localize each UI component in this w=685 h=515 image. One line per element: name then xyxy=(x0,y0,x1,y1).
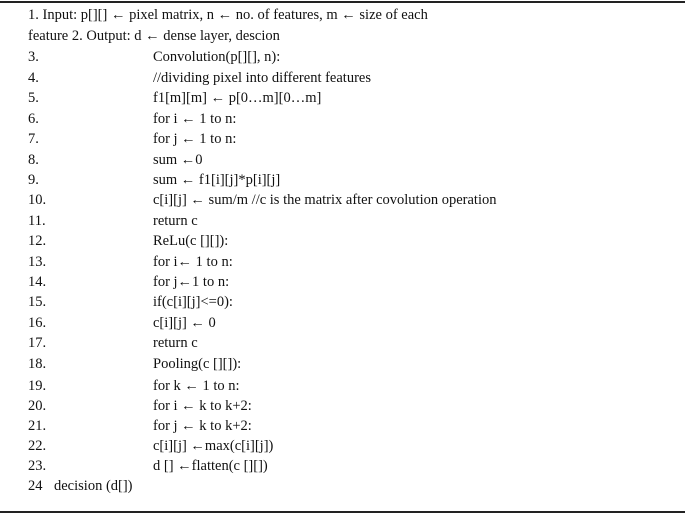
step-row xyxy=(0,252,685,272)
step-code: for i ← k to k+2: xyxy=(153,398,252,414)
step-number: 5. xyxy=(28,90,39,106)
step-code: for i ← 1 to n: xyxy=(153,111,237,127)
step-row xyxy=(0,109,685,129)
step-code: for j ← k to k+2: xyxy=(153,418,252,434)
step-row xyxy=(0,354,685,374)
step-code: c[i][j] ← sum/m //c is the matrix after covolution operation xyxy=(153,192,497,208)
step-code: Pooling(c [][]): xyxy=(153,356,242,372)
step-row xyxy=(0,129,685,149)
step-row xyxy=(0,68,685,88)
step-number: 10. xyxy=(28,192,47,208)
step-row xyxy=(0,313,685,333)
step-number: 12. xyxy=(28,233,47,249)
step-row xyxy=(0,88,685,108)
step-number: 7. xyxy=(28,131,39,147)
step-code: sum ←0 xyxy=(153,152,203,168)
bottom-rule xyxy=(0,511,685,513)
step-number: 16. xyxy=(28,315,47,331)
top-rule xyxy=(0,1,685,3)
step-row xyxy=(0,211,685,231)
step-number: 6. xyxy=(28,111,39,127)
step-code: for j←1 to n: xyxy=(153,274,230,290)
step-number: 3. xyxy=(28,49,39,65)
step-number: 24 xyxy=(28,478,43,494)
step-number: 4. xyxy=(28,70,39,86)
step-number: 8. xyxy=(28,152,39,168)
step-code: f1[m][m] ← p[0…m][0…m] xyxy=(153,90,322,106)
step-row xyxy=(0,436,685,456)
algorithm-header-line-2: feature 2. Output: d ← dense layer, descion xyxy=(28,28,280,44)
step-row xyxy=(0,272,685,292)
step-row xyxy=(0,150,685,170)
step-code: decision (d[]) xyxy=(54,478,133,494)
step-code: //dividing pixel into different features xyxy=(153,70,371,86)
step-code: d [] ←flatten(c [][]) xyxy=(153,458,268,474)
step-number: 21. xyxy=(28,418,47,434)
step-row-final xyxy=(0,476,685,496)
step-code: if(c[i][j]<=0): xyxy=(153,294,233,310)
step-number: 23. xyxy=(28,458,47,474)
step-number: 20. xyxy=(28,398,47,414)
step-row xyxy=(0,47,685,67)
step-number: 19. xyxy=(28,378,47,394)
step-code: for k ← 1 to n: xyxy=(153,378,240,394)
step-row xyxy=(0,456,685,476)
step-row xyxy=(0,170,685,190)
step-row xyxy=(0,231,685,251)
step-number: 22. xyxy=(28,438,47,454)
step-code: return c xyxy=(153,213,198,229)
step-row xyxy=(0,190,685,210)
step-code: for i← 1 to n: xyxy=(153,254,233,270)
step-number: 9. xyxy=(28,172,39,188)
step-code: for j ← 1 to n: xyxy=(153,131,237,147)
step-code: c[i][j] ←max(c[i][j]) xyxy=(153,438,274,454)
algorithm-header-line-1: 1. Input: p[][] ← pixel matrix, n ← no. of features, m ← size of each xyxy=(28,7,428,23)
step-code: Convolution(p[][], n): xyxy=(153,49,281,65)
step-row xyxy=(0,333,685,353)
step-number: 15. xyxy=(28,294,47,310)
step-number: 18. xyxy=(28,356,47,372)
step-number: 17. xyxy=(28,335,47,351)
step-code: return c xyxy=(153,335,198,351)
step-code: sum ← f1[i][j]*p[i][j] xyxy=(153,172,281,188)
step-row xyxy=(0,396,685,416)
step-number: 14. xyxy=(28,274,47,290)
step-number: 11. xyxy=(28,213,46,229)
step-code: c[i][j] ← 0 xyxy=(153,315,216,331)
step-number: 13. xyxy=(28,254,47,270)
step-row xyxy=(0,376,685,396)
step-row xyxy=(0,416,685,436)
step-code: ReLu(c [][]): xyxy=(153,233,229,249)
step-row xyxy=(0,292,685,312)
